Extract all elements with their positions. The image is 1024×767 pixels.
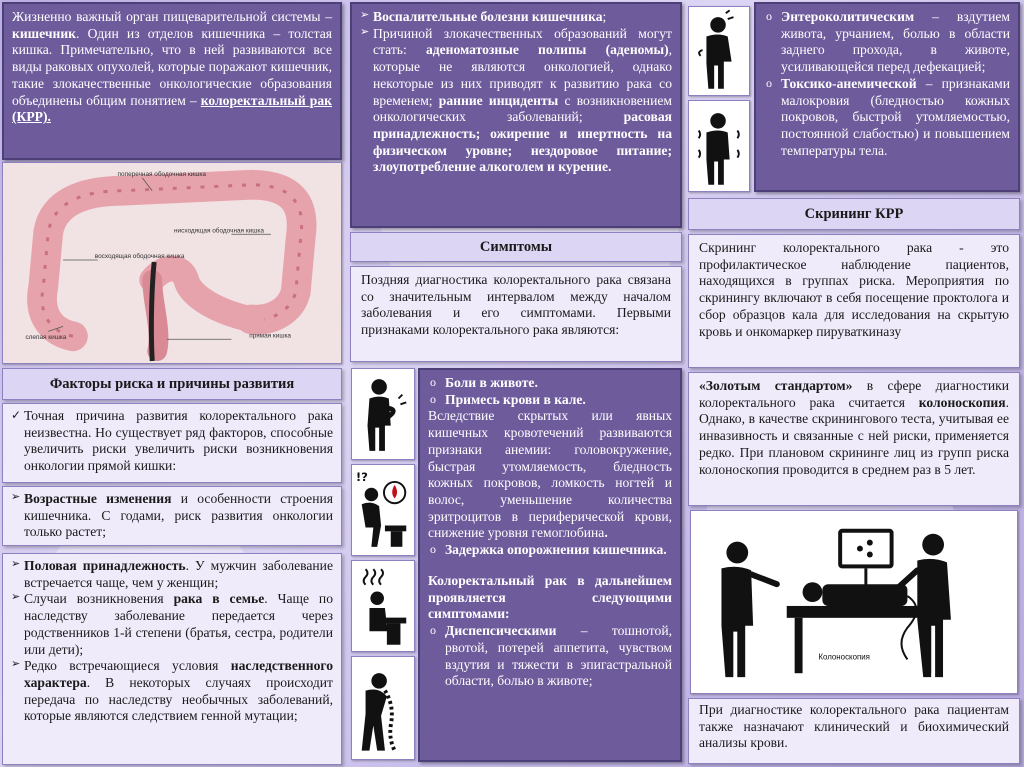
list-item: ➢ Воспалительные болезни кишечника; (360, 9, 672, 26)
screening-panel: Скрининг колоректального рака - это профилактическое наблюдение пациентов, находящихся в группах риска. Мероприятия по скринингу включают в себя посещение проктолога и сбор образцов кала для исследования на скрытую кровь и онкомаркер пируваткиназу (688, 234, 1020, 368)
abdominal-bloating-icon (688, 6, 750, 96)
risk-factors-header: Факторы риска и причины развития (2, 368, 342, 400)
intro-panel: Жизненно важный орган пищеварительной системы – кишечник. Один из отделов кишечника – толстая кишка. Примечательно, что в ней развиваются все виды раковых опухолей, которые поражают кишечник, такие злокачественные онкологические образования объединены общим понятием – колоректальный рак (КРР). (2, 2, 342, 160)
colon-illustration (3, 163, 341, 363)
label-transverse-colon: поперечная ободочная кишка (117, 170, 206, 178)
list-item: o Примесь крови в кале. (428, 392, 672, 409)
list-item: ➢ Случаи возникновения рака в семье. Чаще по наследству заболевание передается через родственников 1-й степени (братья, сестра, родители или дети); (11, 591, 333, 658)
screening-header: Скрининг КРР (688, 198, 1020, 230)
blood-analysis-panel: При диагностике колоректального рака пациентам также назначают клинический и биохимический анализы крови. (688, 698, 1020, 764)
gold-standard-panel: «Золотым стандартом» в сфере диагностики колоректального рака считается колоноскопия. Однако, в качестве скринингового теста, учитывая ее инвазивность и связанные с ней риски, применяется редко. При плановом скрининге лиц из групп риска колоноскопия проводится в среднем раз в 5 лет. (688, 372, 1020, 506)
bloody-stool-icon (351, 464, 415, 556)
fatigue-icon (688, 100, 750, 192)
list-item: ➢ Возрастные изменения и особенности строения кишечника. С годами, риск развития онкологии только растет; (11, 491, 333, 541)
symptoms-header: Симптомы (350, 232, 682, 262)
list-item: o Задержка опорожнения кишечника. (428, 542, 672, 559)
age-factor-panel (2, 486, 342, 546)
constipation-icon (351, 560, 415, 652)
label-descending-colon: нисходящая ободочная кишка (173, 227, 264, 235)
stomach-pain-icon (351, 368, 415, 460)
symptoms-intro-panel: Поздняя диагностика колоректального рака связана со значительным интервалом между началом заболевания и его симптомами. Первыми признаками колоректального рака являются: (350, 266, 682, 362)
later-symptoms-text: Колоректальный рак в дальнейшем проявляется следующими симптомами: (428, 572, 672, 622)
list-item: o Энтероколитическим – вздутием живота, урчанием, болью в области заднего прохода, в животе, усиливающейся перед дефекацией; (764, 9, 1010, 76)
colonoscopy-label: Колоноскопия (818, 652, 870, 662)
colon-anatomy-image (2, 162, 342, 364)
symptoms-list-panel (418, 368, 682, 762)
risk-intro-panel (2, 403, 342, 483)
list-item: ✓ Точная причина развития колоректального рака неизвестна. Но существует ряд факторов, способные увеличить риски увеличить риски возникновения онкологии прямой кишки: (11, 408, 333, 475)
list-item: o Боли в животе. (428, 375, 672, 392)
heredity-factor-panel (2, 553, 342, 765)
list-item: o Диспепсическими – тошнотой, рвотой, потерей аппетита, чувством вздутия и тяжести в эпигастральной области, болью в животе; (428, 623, 672, 690)
list-item: ➢ Половая принадлежность. У мужчин заболевание встречается чаще, чем у женщин; (11, 558, 333, 591)
enterocolitic-panel (754, 2, 1020, 192)
label-cecum: слепая кишка (25, 334, 67, 342)
label-rectum: прямая кишка (249, 332, 292, 340)
list-item: ➢ Редко встречающиеся условия наследственного характера. В некоторых случаях происходит передача по наследству необычных заболеваний, которые являются следствием генной мутации; (11, 658, 333, 725)
label-ascending-colon: восходящая ободочная кишка (94, 253, 185, 261)
list-item: o Токсико-анемической – признаками малокровия (бледностью кожных покровов, быстрой утомляемостью, постоянной слабостью) и повышением температуры тела. (764, 76, 1010, 160)
causes-panel (350, 2, 682, 228)
anemia-signs-text: Вследствие скрытых или явных кишечных кровотечений развиваются признаки анемии: головокружение, быстрая утомляемость, бледность кожных покровов, ломкость ногтей и волос, уменьшение количества эритроцитов в периферической крови, снижение уровня гемоглобина. (428, 408, 672, 541)
list-item: ➢ Причиной злокачественных образований могут стать: аденоматозные полипы (аденомы), которые не являются онкологией, однако некоторые из них приводят к развитию рака со временем; ранние инциденты с возникновением онкологических заболеваний; расовая принадлежность; ожирение и инертность на физическом уровне; нездоровое питание; злоупотребление алкоголем и курение. (360, 26, 672, 176)
vomiting-icon (351, 656, 415, 760)
svg-text:!?: !? (355, 469, 368, 484)
colonoscopy-image (690, 510, 1018, 694)
colonoscopy-icon (691, 511, 1017, 693)
